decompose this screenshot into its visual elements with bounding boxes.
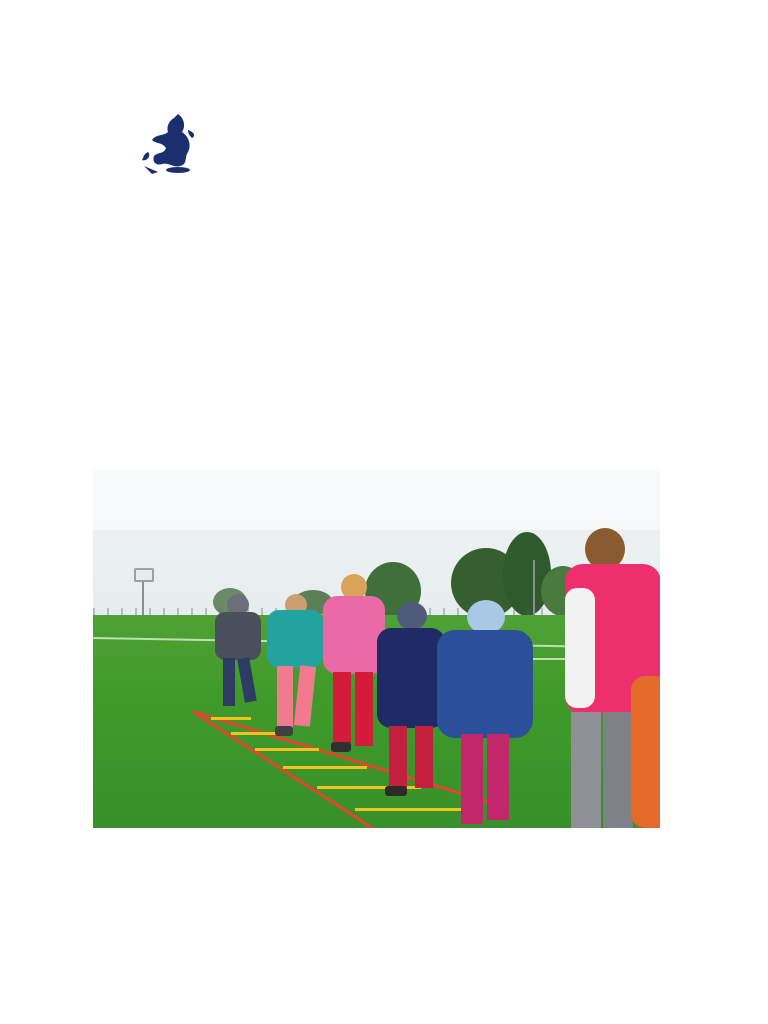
ladder-rung xyxy=(211,717,251,720)
child-denim-jacket xyxy=(431,600,539,828)
cover-photo-children-playing xyxy=(93,470,660,828)
child-grey-jacket xyxy=(209,594,269,714)
photo-sky xyxy=(93,470,660,530)
ladder-rung xyxy=(283,766,367,769)
ladder-rung xyxy=(255,748,319,751)
photo-basketball-hoop xyxy=(134,568,154,582)
university-seal-logo xyxy=(118,92,222,196)
child-partial-edge xyxy=(631,676,660,828)
